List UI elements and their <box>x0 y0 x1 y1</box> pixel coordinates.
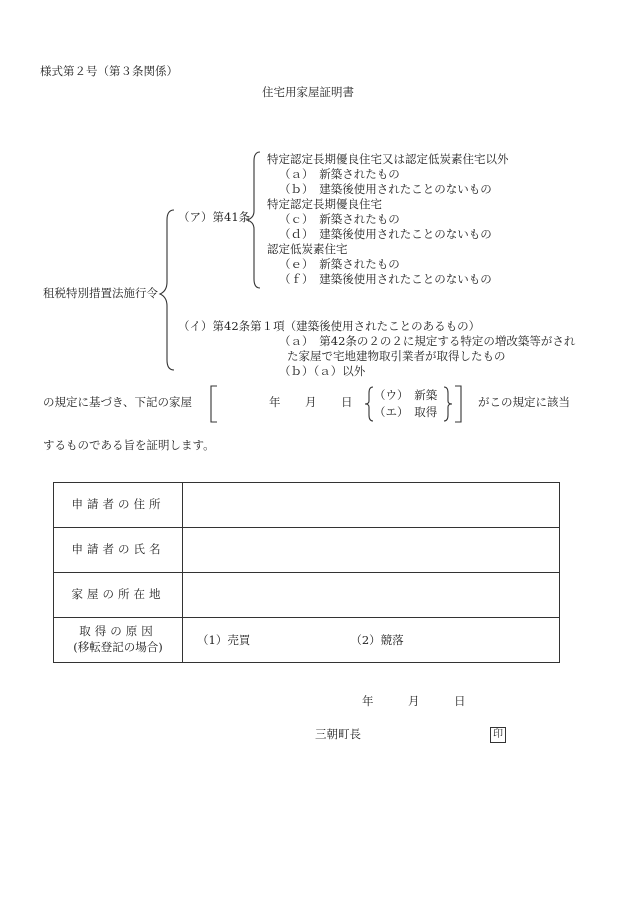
acquisition-cause-field <box>183 618 560 663</box>
table-row <box>54 618 560 663</box>
type-right-bracket <box>454 386 462 422</box>
applicant-name-label: 申請者の氏名 <box>54 528 183 573</box>
acquisition-cause-label-line2: (移転登記の場合) <box>73 640 163 654</box>
applicant-address-label: 申請者の住所 <box>54 483 183 528</box>
article42-option-b: （ｂ）（ａ）以外 <box>279 364 366 378</box>
option-d-unused: （ｄ） 建築後使用されたことのないもの <box>279 227 492 241</box>
signer-title: 三朝町長 <box>315 727 361 741</box>
seal-mark: 印 <box>490 727 506 743</box>
acquisition-cause-label-line1: 取得の原因 <box>79 624 157 639</box>
article42-option-a-line1: （ａ） 第42条の２の２に規定する特定の増改築等がされ <box>279 334 576 348</box>
statement-month: 月 <box>305 395 317 409</box>
article42-option-a-line2: た家屋で宅地建物取引業者が取得したもの <box>287 349 506 363</box>
footer-day: 日 <box>454 694 466 708</box>
option-c-new: （ｃ） 新築されたもの <box>279 212 400 226</box>
option-u-new-construction: （ウ） 新築 <box>374 388 438 402</box>
option-a-new: （ａ） 新築されたもの <box>279 167 400 181</box>
table-row <box>54 483 560 528</box>
option-e-new: （ｅ） 新築されたもの <box>279 257 400 271</box>
article41-brace <box>245 152 263 288</box>
statement-line2: するものである旨を証明します。 <box>43 438 215 452</box>
law-name: 租税特別措置法施行令 <box>43 286 158 300</box>
statement-day: 日 <box>341 395 353 409</box>
table-row <box>54 528 560 573</box>
option-e-acquisition: （エ） 取得 <box>374 405 438 419</box>
house-location-label: 家屋の所在地 <box>54 573 183 618</box>
article41-label: （ア）第41条 <box>178 210 251 224</box>
type-right-brace <box>443 387 453 421</box>
applicant-name-field[interactable] <box>183 528 560 573</box>
date-left-bracket <box>210 386 218 422</box>
table-row <box>54 573 560 618</box>
acquisition-cause-label <box>54 618 183 663</box>
group3-title: 認定低炭素住宅 <box>267 242 348 256</box>
applicant-table <box>53 482 560 663</box>
page-title: 住宅用家屋証明書 <box>262 85 354 99</box>
option-b-unused: （ｂ） 建築後使用されたことのないもの <box>279 182 492 196</box>
footer-month: 月 <box>408 694 420 708</box>
statement-prefix: の規定に基づき、下記の家屋 <box>43 395 193 409</box>
house-location-field[interactable] <box>183 573 560 618</box>
group1-title: 特定認定長期優良住宅又は認定低炭素住宅以外 <box>267 152 509 166</box>
cause-option-sale[interactable]: （1）売買 <box>197 633 251 647</box>
statement-suffix: がこの規定に該当 <box>478 395 570 409</box>
law-brace <box>158 210 178 370</box>
form-number-label: 様式第２号（第３条関係） <box>40 64 178 78</box>
cause-option-auction[interactable]: （2）競落 <box>350 633 404 647</box>
option-f-unused: （ｆ） 建築後使用されたことのないもの <box>279 272 492 286</box>
footer-year: 年 <box>362 694 374 708</box>
statement-year: 年 <box>269 395 281 409</box>
applicant-address-field[interactable] <box>183 483 560 528</box>
group2-title: 特定認定長期優良住宅 <box>267 197 382 211</box>
type-left-brace <box>364 387 374 421</box>
article42-label: （イ）第42条第１項（建築後使用されたことのあるもの） <box>178 319 481 333</box>
